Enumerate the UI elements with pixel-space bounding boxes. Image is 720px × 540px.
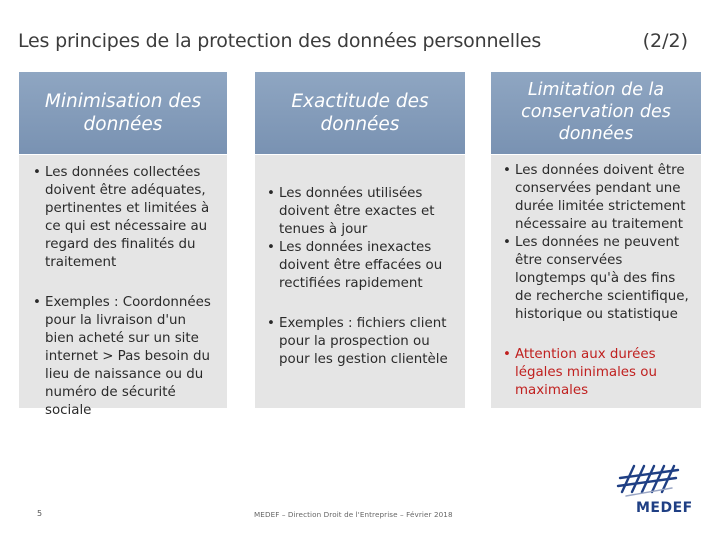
list-item: • Les données ne peuvent être conservées longtemps qu'à des fins de recherche scientifique, historique ou statistique — [503, 234, 691, 324]
heading-line: données — [558, 123, 634, 144]
heading-line: données — [320, 114, 400, 135]
page-count: (2/2) — [642, 30, 688, 52]
list-item: • Les données collectées doivent être adéquates, pertinentes et limitées à ce qui est nécessaire au regard des finalités du traitement — [33, 164, 215, 272]
page-number: 5 — [37, 509, 43, 518]
column-body-minimisation — [19, 155, 227, 418]
column-heading-exactitude — [255, 72, 465, 154]
column-heading-minimisation — [19, 72, 227, 154]
column-body-exactitude — [255, 155, 465, 408]
logo-text: MEDEF — [636, 500, 693, 516]
heading-line: Limitation de la — [527, 80, 665, 101]
list-item: • Exemples : fichiers client pour la prospection ou pour les gestion clientèle — [267, 315, 453, 369]
list-item: • Les données doivent être conservées pendant une durée limitée strictement nécessaire au traitement — [503, 162, 691, 234]
column-heading-limitation — [491, 72, 701, 154]
column-body-limitation — [491, 155, 701, 408]
list-item: • Exemples : Coordonnées pour la livraison d'un bien acheté sur un site internet > Pas besoin du lieu de naissance ou du numéro de sécurité sociale — [33, 294, 215, 420]
page-title: Les principes de la protection des données personnelles — [18, 30, 542, 52]
warning-item: • Attention aux durées légales minimales ou maximales — [503, 346, 691, 400]
heading-line: Exactitude des — [291, 90, 429, 112]
heading-line: conservation des — [521, 102, 671, 123]
heading-line: données — [83, 114, 163, 135]
footer-source: MEDEF – Direction Droit de l'Entreprise – Février 2018 — [254, 510, 453, 519]
list-item: • Les données utilisées doivent être exactes et tenues à jour — [267, 185, 453, 239]
list-item: • Les données inexactes doivent être effacées ou rectifiées rapidement — [267, 239, 453, 293]
heading-line: Minimisation des — [44, 90, 202, 112]
